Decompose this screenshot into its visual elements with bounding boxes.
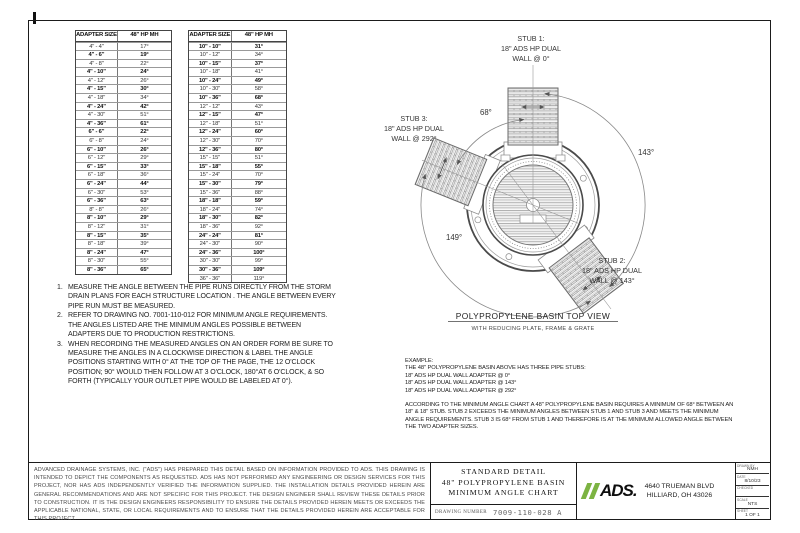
table-row (76, 162, 171, 171)
cell-adapter-size: 15" - 15" (189, 154, 232, 162)
example-paragraph: ACCORDING TO THE MINIMUM ANGLE CHART A 48" POLYPROPYLENE BASIN REQUIRES A MINIMUM OF 68° BETWEEN AN 18" & 18" STUB. STUB 2 EXCEEDS THE MINIMUM ANGLES BETWEEN STUB 1 AND STUB 3 AND MEETS THE MINIMUM ANGLE REQUIREMENTS. STUB 3 IS 68° FROM STUB 1 AND THEREFORE IS AT THE MINIMUM ALLOWED ANGLE BETWEEN THE TWO ADAPTER SIZES. (405, 402, 734, 431)
cell-min-angle: 65° (140, 266, 149, 273)
svg-text:STUB 3:: STUB 3: (400, 114, 428, 123)
table-row (189, 231, 286, 240)
chart-title: MINIMUM ANGLE CHART (448, 488, 559, 497)
table-row (189, 59, 286, 68)
table-row (76, 67, 171, 76)
cell-min-angle: 49° (254, 77, 263, 84)
cell-adapter-size: 10" - 10" (189, 43, 232, 51)
table-row (189, 50, 286, 59)
cell-min-angle: 30° (140, 86, 149, 93)
cell-min-angle: 24° (140, 69, 149, 76)
example-block (405, 358, 737, 432)
cell-min-angle: 51° (254, 120, 263, 127)
table-row (76, 119, 171, 128)
cell-adapter-size: 18" - 18" (189, 197, 232, 205)
cell-min-angle: 31° (254, 43, 263, 50)
cell-min-angle: 109° (253, 266, 265, 273)
cell-adapter-size: 24" - 30" (189, 240, 232, 248)
cell-min-angle: 26° (140, 206, 149, 213)
table-row (76, 102, 171, 111)
cell-min-angle: 53° (140, 189, 149, 196)
svg-text:18" ADS HP DUAL: 18" ADS HP DUAL (582, 266, 642, 275)
cell-adapter-size: 10" - 30" (189, 85, 232, 93)
table-row (76, 188, 171, 197)
table-row (76, 265, 171, 274)
column-header-48-hp-mh: 48" HP MH (244, 32, 273, 38)
info-label: CHECKED (737, 486, 754, 491)
info-value: NTS (747, 501, 758, 507)
svg-text:18" ADS HP DUAL: 18" ADS HP DUAL (501, 44, 561, 53)
cell-adapter-size: 6" - 15" (76, 163, 118, 171)
cell-adapter-size: 18" - 24" (189, 206, 232, 214)
cell-adapter-size: 4" - 24" (76, 103, 118, 111)
basin-top-view-diagram (370, 25, 700, 335)
cell-adapter-size: 18" - 30" (189, 214, 232, 222)
table-row (76, 239, 171, 248)
cell-min-angle: 100° (253, 249, 265, 256)
cell-min-angle: 22° (140, 60, 149, 67)
table-row (189, 76, 286, 85)
table-row (189, 205, 286, 214)
cell-adapter-size: 4" - 12" (76, 77, 118, 85)
cell-adapter-size: 12" - 30" (189, 137, 232, 145)
cell-adapter-size: 24" - 24" (189, 232, 232, 240)
stub-1-label (501, 34, 561, 63)
note-text: MEASURE THE ANGLE BETWEEN THE PIPE RUNS DIRECTLY FROM THE STORM DRAIN PLANS FOR EACH STRUCTURE LOCATION . THE ANGLE BETWEEN EVERY PIPE RUN MUST BE MEASURED. (68, 284, 336, 310)
cell-min-angle: 68° (254, 95, 263, 102)
cell-min-angle: 31° (140, 223, 149, 230)
cell-adapter-size: 4" - 10" (76, 68, 118, 76)
note-text: WHEN RECORDING THE MEASURED ANGLES ON AN ORDER FORM BE SURE TO MEASURE THE ANGLES IN A CLOCKWISE DIRECTION & LABEL THE ANGLE POSITIONS STARTING WITH 0° AT THE TOP OF THE PAGE, THE 12 O'CLOCK POSITION; 90° WOULD THEN FOLLOW AT 3 O'CLOCK, 180°AT 6 O'CLOCK, & SO FORTH (TYPICALLY YOUR OUTLET PIPE WOULD BE LABELED AT 0°). (68, 340, 333, 385)
cell-min-angle: 42° (140, 103, 149, 110)
table-row (189, 153, 286, 162)
svg-text:STUB 1:: STUB 1: (517, 34, 545, 43)
cell-min-angle: 81° (254, 232, 263, 239)
title-block (28, 462, 771, 523)
cell-min-angle: 59° (254, 198, 263, 205)
cell-adapter-size: 8" - 18" (76, 240, 118, 248)
disclaimer-text: ADVANCED DRAINAGE SYSTEMS, INC. ("ADS") HAS PREPARED THIS DETAIL BASED ON INFORMATION PROVIDED TO ADS. THIS DRAWING IS INTENDED TO DEPICT THE COMPONENTS AS REQUESTED. ADS HAS NOT PERFORMED ANY ENGINEERING OR DESIGN SERVICES FOR THIS PROJECT, NOR HAS ADS INDEPENDENTLY VERIFIED THE INFORMATION SUPPLIED. THE INSTALLATION DETAILS PROVIDED HEREIN ARE GENERAL RECOMMENDATIONS AND ARE NOT SPECIFIC FOR THIS PROJECT. THE DESIGN ENGINEER SHALL REVIEW THESE DETAILS PRIOR TO CONSTRUCTION. IT IS THE DESIGN ENGINEERS RESPONSIBILITY TO ENSURE THE DETAILS PROVIDED HEREIN MEETS OR EXCEEDS THE APPLICABLE NATIONAL, STATE, OR LOCAL REQUIREMENTS AND TO ENSURE THAT THE DETAILS PROVIDED HEREIN ARE ACCEPTABLE FOR THIS PROJECT. (29, 463, 431, 519)
adapter-angle-table-large (188, 30, 287, 283)
cell-adapter-size: 36" - 36" (189, 275, 232, 283)
table-row (189, 110, 286, 119)
table-row (189, 274, 286, 283)
table-header-row (189, 31, 286, 42)
table-row (189, 162, 286, 171)
drawing-number-strip (431, 504, 576, 519)
cell-adapter-size: 8" - 24" (76, 249, 118, 257)
cell-min-angle: 61° (140, 120, 149, 127)
cell-adapter-size: 10" - 24" (189, 77, 232, 85)
table-row (189, 84, 286, 93)
cell-min-angle: 90° (254, 241, 263, 248)
drawing-number-value: 7009-110-028 A (493, 507, 562, 517)
column-header-adapter-size: ADAPTER SIZE (189, 31, 232, 41)
cell-min-angle: 34° (140, 95, 149, 102)
cell-min-angle: 24° (140, 138, 149, 145)
cell-adapter-size: 8" - 15" (76, 232, 118, 240)
cell-min-angle: 39° (140, 241, 149, 248)
cell-min-angle: 82° (254, 215, 263, 222)
cell-adapter-size: 4" - 36" (76, 120, 118, 128)
note-item (57, 283, 339, 311)
cell-min-angle: 33° (140, 163, 149, 170)
cell-adapter-size: 6" - 6" (76, 128, 118, 136)
cell-adapter-size: 4" - 6" (76, 51, 118, 59)
table-row (76, 50, 171, 59)
cell-adapter-size: 10" - 18" (189, 68, 232, 76)
info-row (736, 509, 769, 519)
table-row (76, 145, 171, 154)
cell-adapter-size: 15" - 18" (189, 163, 232, 171)
info-label: SCALE (737, 497, 748, 502)
table-body (189, 42, 286, 283)
cell-adapter-size: 6" - 36" (76, 197, 118, 205)
table-row (76, 205, 171, 214)
address-line-2: HILLIARD, OH 43026 (646, 492, 713, 499)
table-row (76, 222, 171, 231)
cell-min-angle: 44° (140, 181, 149, 187)
cell-min-angle: 35° (140, 232, 149, 239)
note-item (57, 311, 339, 339)
cell-min-angle: 47° (254, 112, 263, 119)
detail-title-box (431, 463, 577, 519)
info-row (736, 474, 769, 485)
cell-adapter-size: 12" - 18" (189, 120, 232, 128)
table-row (76, 153, 171, 162)
table-row (189, 196, 286, 205)
info-label: SHEET (737, 509, 748, 514)
angle-label-143: 143° (638, 148, 655, 157)
cell-adapter-size: 6" - 10" (76, 146, 118, 154)
info-row (736, 486, 769, 497)
cell-min-angle: 58° (254, 86, 263, 93)
example-line: THE 48" POLYPROPYLENE BASIN ABOVE HAS THREE PIPE STUBS: (405, 365, 586, 372)
cell-adapter-size: 4" - 8" (76, 60, 118, 68)
cell-adapter-size: 6" - 30" (76, 189, 118, 197)
cell-min-angle: 60° (254, 129, 263, 136)
svg-text:WALL @ 0°: WALL @ 0° (512, 54, 550, 63)
angle-label-149: 149° (446, 233, 463, 242)
table-row (76, 231, 171, 240)
table-row (76, 84, 171, 93)
table-row (189, 170, 286, 179)
cell-min-angle: 51° (254, 155, 263, 162)
cell-min-angle: 63° (140, 198, 149, 205)
table-row (76, 76, 171, 85)
cell-min-angle: 70° (254, 172, 263, 179)
cell-min-angle: 19° (140, 52, 149, 59)
frame-clip (501, 155, 510, 161)
cell-adapter-size: 15" - 24" (189, 171, 232, 179)
info-row (736, 463, 769, 474)
example-line: EXAMPLE: (405, 358, 434, 364)
cell-adapter-size: 12" - 36" (189, 146, 232, 154)
table-row (189, 256, 286, 265)
table-row (189, 136, 286, 145)
logo-wordmark: ADS. (600, 481, 637, 500)
cell-adapter-size: 10" - 12" (189, 51, 232, 59)
table-row (189, 42, 286, 51)
cell-adapter-size: 8" - 10" (76, 214, 118, 222)
address-line-1: 4640 TRUEMAN BLVD (644, 483, 715, 490)
table-row (76, 179, 171, 188)
basin-title: 48" POLYPROPYLENE BASIN (441, 477, 566, 487)
cell-min-angle: 55° (140, 258, 149, 265)
cell-min-angle: 34° (254, 52, 263, 59)
table-row (189, 222, 286, 231)
cell-min-angle: 26° (140, 77, 149, 84)
cell-adapter-size: 6" - 12" (76, 154, 118, 162)
table-row (189, 179, 286, 188)
table-row (189, 265, 286, 274)
table-row (189, 188, 286, 197)
table-row (189, 239, 286, 248)
ads-logo (584, 481, 637, 501)
drawing-number-label: DRAWING NUMBER (435, 509, 488, 515)
cell-adapter-size: 30" - 30" (189, 257, 232, 265)
info-label: DATE (737, 474, 746, 479)
cell-min-angle: 41° (254, 69, 263, 76)
cell-min-angle: 55° (254, 163, 263, 170)
diagram-subcaption: WITH REDUCING PLATE, FRAME & GRATE (471, 326, 595, 332)
svg-text:STUB 2:: STUB 2: (598, 256, 626, 265)
cell-adapter-size: 4" - 30" (76, 111, 118, 119)
cell-adapter-size: 15" - 36" (189, 189, 232, 197)
cell-adapter-size: 12" - 15" (189, 111, 232, 119)
cell-adapter-size: 4" - 15" (76, 85, 118, 93)
svg-text:WALL @ 292°: WALL @ 292° (391, 134, 437, 143)
cell-min-angle: 99° (254, 258, 263, 265)
table-row (189, 248, 286, 257)
table-row (189, 67, 286, 76)
revision-info-table (736, 463, 769, 519)
table-row (189, 127, 286, 136)
cell-min-angle: 47° (140, 249, 149, 256)
table-row (76, 196, 171, 205)
cell-min-angle: 88° (254, 189, 263, 196)
cell-min-angle: 37° (254, 60, 263, 67)
cell-adapter-size: 10" - 36" (189, 94, 232, 102)
table-row (189, 119, 286, 128)
info-value: NMH (747, 467, 758, 473)
table-row (189, 102, 286, 111)
cell-adapter-size: 12" - 24" (189, 128, 232, 136)
note-text: REFER TO DRAWING NO. 7001-110-012 FOR MINIMUM ANGLE REQUIREMENTS. THE ANGLES LISTED ARE THE MINIMUM ANGLES POSSIBLE BETWEEN ADAPTERS DUE TO PRODUCTION RESTRICTIONS. (68, 312, 328, 338)
cell-adapter-size: 30" - 36" (189, 266, 232, 274)
cell-adapter-size: 15" - 30" (189, 180, 232, 188)
table-body (76, 42, 171, 274)
cell-adapter-size: 8" - 36" (76, 266, 118, 274)
cell-adapter-size: 4" - 18" (76, 94, 118, 102)
info-value: 1 OF 1 (745, 513, 760, 519)
stub-3-label (384, 114, 444, 143)
cell-min-angle: 70° (254, 138, 263, 145)
cell-min-angle: 43° (254, 103, 263, 110)
column-header-adapter-size: ADAPTER SIZE (76, 31, 118, 41)
table-row (76, 42, 171, 51)
table-row (189, 93, 286, 102)
company-address (645, 482, 715, 500)
cell-adapter-size: 6" - 24" (76, 180, 118, 188)
cell-min-angle: 51° (140, 112, 149, 119)
table-row (76, 110, 171, 119)
note-number: 1. (57, 284, 63, 291)
cell-adapter-size: 24" - 36" (189, 249, 232, 257)
cell-min-angle: 119° (253, 275, 265, 282)
column-header-48-hp-mh: 48" HP MH (130, 32, 159, 38)
cell-adapter-size: 18" - 36" (189, 223, 232, 231)
svg-text:18" ADS HP DUAL: 18" ADS HP DUAL (384, 124, 444, 133)
cell-min-angle: 22° (140, 129, 149, 136)
table-row (76, 136, 171, 145)
info-label: DRAWN BY (737, 463, 755, 468)
cell-min-angle: 29° (140, 215, 149, 222)
cell-min-angle: 26° (140, 146, 149, 153)
cell-min-angle: 17° (140, 43, 149, 50)
table-header-row (76, 31, 171, 42)
info-row (736, 497, 769, 508)
diagram-caption: POLYPROPYLENE BASIN TOP VIEW (455, 311, 611, 321)
table-row (76, 213, 171, 222)
cell-adapter-size: 8" - 12" (76, 223, 118, 231)
note-item (57, 340, 339, 386)
cell-adapter-size: 6" - 18" (76, 171, 118, 179)
logo-address-box (577, 463, 736, 519)
cell-min-angle: 80° (254, 146, 263, 153)
cell-adapter-size: 12" - 12" (189, 103, 232, 111)
standard-detail-title: STANDARD DETAIL (461, 467, 546, 476)
table-row (76, 256, 171, 265)
cell-min-angle: 79° (254, 181, 263, 187)
note-number: 3. (57, 340, 63, 348)
cell-min-angle: 36° (140, 172, 149, 179)
cell-min-angle: 74° (254, 206, 263, 213)
cell-adapter-size: 6" - 8" (76, 137, 118, 145)
table-row (76, 59, 171, 68)
table-row (76, 127, 171, 136)
note-number: 2. (57, 312, 63, 320)
table-row (76, 170, 171, 179)
table-row (189, 213, 286, 222)
cell-adapter-size: 8" - 30" (76, 257, 118, 265)
info-value: 8/10/23 (744, 478, 761, 484)
example-line: 18" ADS HP DUAL WALL ADAPTER @ 292° (405, 387, 517, 394)
example-line: 18" ADS HP DUAL WALL ADAPTER @ 143° (405, 380, 517, 387)
table-row (76, 93, 171, 102)
cell-min-angle: 92° (254, 223, 263, 230)
angle-label-68: 68° (480, 108, 492, 117)
svg-text:WALL @ 143°: WALL @ 143° (589, 276, 635, 285)
cell-adapter-size: 10" - 15" (189, 60, 232, 68)
table-row (189, 145, 286, 154)
table-row (76, 248, 171, 257)
cell-adapter-size: 8" - 8" (76, 206, 118, 214)
notes-list (57, 283, 339, 387)
adapter-angle-table-small (75, 30, 172, 275)
example-line: 18" ADS HP DUAL WALL ADAPTER @ 0° (405, 372, 511, 379)
frame-clip (556, 155, 565, 161)
example-lines (405, 358, 737, 395)
cell-adapter-size: 4" - 4" (76, 43, 118, 51)
cell-min-angle: 29° (140, 155, 149, 162)
